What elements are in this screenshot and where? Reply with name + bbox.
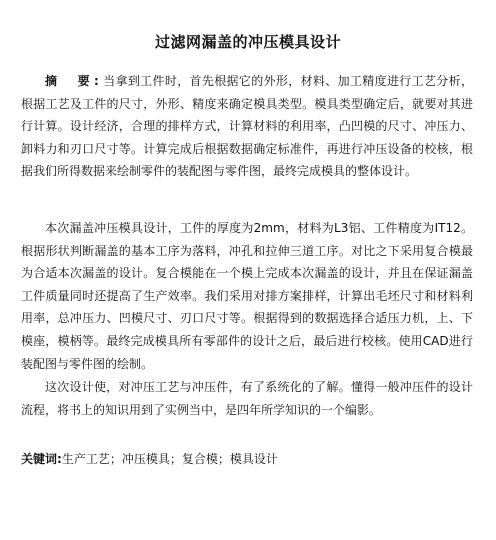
abstract-text: 当拿到工件时，首先根据它的外形，材料、加工精度进行工艺分析，根据工艺及工件的尺寸，外形、精度来确定模具类型。模具类型确定后，就要对其进行计算。设计经济，合理的排样方式，计算材料的利用率，凸凹模的尺寸、冲压力、卸料力和刃口尺寸等。计算完成后根据数据确定标准件，再进行冲压设备的校核，根据我们所得数据来绘制零件的装配图与零件图，最终完成模具的整体设计。 <box>21 74 473 179</box>
keywords-line <box>21 448 473 470</box>
body-paragraph-3: 这次设计使，对冲压工艺与冲压件，有了系统化的了解。懂得一般冲压件的设计流程，将书上的知识用到了实例当中，是四年所学知识的一个编影。 <box>21 380 473 417</box>
keywords-label: 关键词: <box>21 452 62 466</box>
body-paragraph-2: 本次漏盖冲压模具设计，工件的厚度为2mm，材料为L3铝、工件精度为IT12。根据形状判断漏盖的基本工序为落料，冲孔和拉伸三道工序。对比之下采用复合模最为合适本次漏盖的设计。复合模能在一个模上完成本次漏盖的设计，并且在保证漏盖工件质量同时还提高了生产效率。我们采用对排方案排样，计算出毛坯尺寸和材料利用率，总冲压力、凹模尺寸、刃口尺寸等。根据得到的数据选择合适压力机，上、下模座，模柄等。最终完成模具所有零部件的设计之后，最后进行校核。使用CAD进行装配图与零件图的绘制。 <box>21 221 473 371</box>
abstract-label: 摘 要: <box>45 74 103 88</box>
document-title: 过滤网漏盖的冲压模具设计 <box>154 33 341 51</box>
abstract-paragraph <box>21 70 473 183</box>
keywords-text: 生产工艺；冲压模具；复合模；模具设计 <box>61 452 278 466</box>
